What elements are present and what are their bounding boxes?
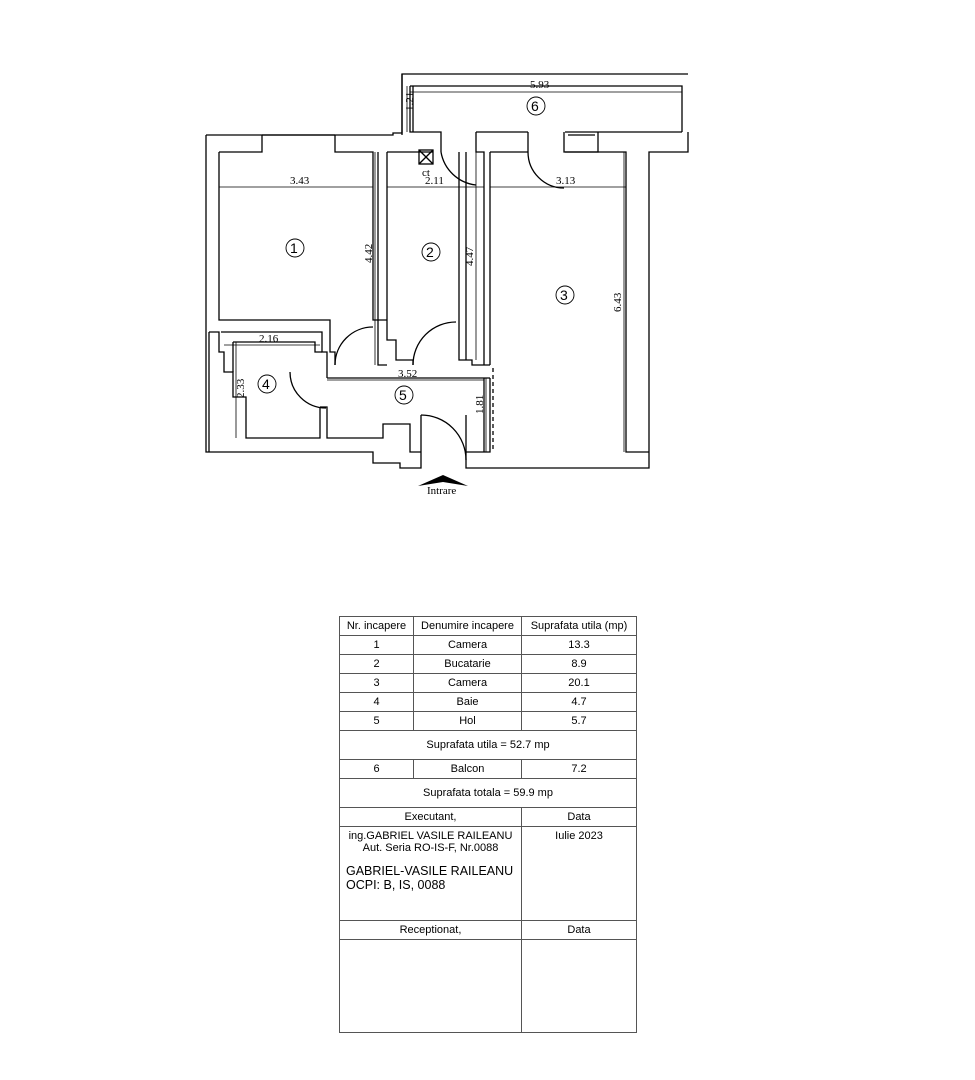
useful-total-row xyxy=(340,731,637,760)
dim-balcony-depth: 1.21 xyxy=(404,91,416,111)
date-label: Data xyxy=(522,808,637,827)
room-6-number: 6 xyxy=(531,98,539,114)
useful-total: Suprafata utila = 52.7 mp xyxy=(340,731,637,760)
executant-header-row xyxy=(340,808,637,827)
header-useful-area: Suprafata utila (mp) xyxy=(522,617,637,636)
dim-bath-width: 2.16 xyxy=(259,333,279,345)
signature-line-2: OCPI: B, IS, 0088 xyxy=(346,878,446,892)
signature-stamp xyxy=(342,864,519,892)
grand-total-row xyxy=(340,779,637,808)
room-3-number: 3 xyxy=(560,287,568,303)
executant-authorization: Aut. Seria RO-IS-F, Nr.0088 xyxy=(362,842,499,854)
executant-name: ing.GABRIEL VASILE RAILEANU xyxy=(348,830,513,842)
table-row: 4 Baie 4.7 xyxy=(340,693,637,712)
table-row: 6 Balcon 7.2 xyxy=(340,760,637,779)
room-5-number: 5 xyxy=(399,387,407,403)
ct-label: ct xyxy=(422,167,430,179)
table-row: 3 Camera 20.1 xyxy=(340,674,637,693)
dim-room3-width: 3.13 xyxy=(556,175,576,187)
dim-hall-width: 3.52 xyxy=(398,368,418,380)
received-date-label: Data xyxy=(522,921,637,940)
received-body-row xyxy=(340,940,637,1033)
executant-details xyxy=(340,827,522,921)
room-1-number: 1 xyxy=(290,240,298,256)
received-signature-area xyxy=(340,940,522,1033)
header-room-name: Denumire incapere xyxy=(414,617,522,636)
dim-balcony-width: 5.93 xyxy=(530,79,550,91)
received-header-row xyxy=(340,921,637,940)
executant-body-row xyxy=(340,827,637,921)
entrance-label: Intrare xyxy=(427,485,457,497)
dim-room2-depth: 4.47 xyxy=(464,246,476,266)
table-row: 1 Camera 13.3 xyxy=(340,636,637,655)
dim-room1-depth: 4.42 xyxy=(363,243,375,263)
room-4-number: 4 xyxy=(262,376,270,392)
received-date-area xyxy=(522,940,637,1033)
dim-room3-depth: 6.43 xyxy=(612,292,624,312)
legend-header-row xyxy=(340,617,637,636)
received-label: Receptionat, xyxy=(340,921,522,940)
dim-room1-width: 3.43 xyxy=(290,175,310,187)
room-2-number: 2 xyxy=(426,244,434,260)
executant-label: Executant, xyxy=(340,808,522,827)
executant-date: Iulie 2023 xyxy=(522,827,637,921)
table-row: 5 Hol 5.7 xyxy=(340,712,637,731)
dim-hall-depth: 1.81 xyxy=(474,394,486,414)
outer-wall xyxy=(206,74,688,135)
table-row: 2 Bucatarie 8.9 xyxy=(340,655,637,674)
dim-room2-width: 2.11 xyxy=(425,175,444,187)
grand-total: Suprafata totala = 59.9 mp xyxy=(340,779,637,808)
area-legend-table xyxy=(339,616,637,1033)
signature-line-1: GABRIEL-VASILE RAILEANU xyxy=(346,864,514,878)
header-room-number: Nr. incapere xyxy=(340,617,414,636)
dim-bath-depth: 2.33 xyxy=(235,378,247,398)
